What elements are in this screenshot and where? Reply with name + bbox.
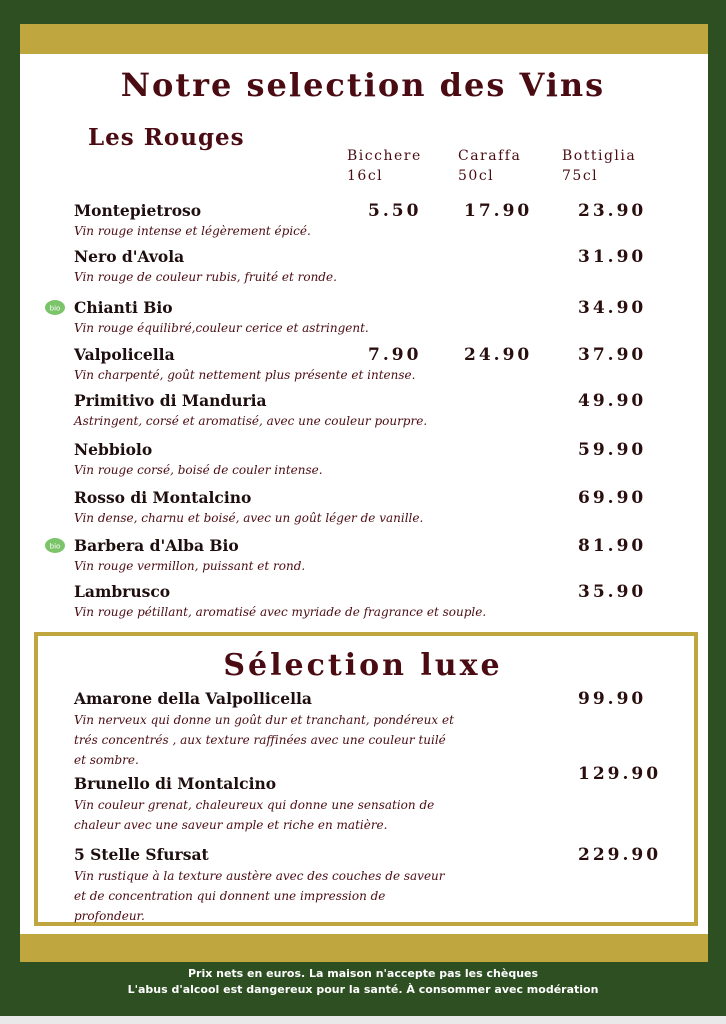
price-bottle: 59.90 bbox=[578, 440, 647, 460]
wine-row bbox=[74, 247, 654, 286]
price-bottle: 69.90 bbox=[578, 488, 647, 508]
price-bottle: 129.90 bbox=[578, 764, 662, 784]
wine-row bbox=[49, 298, 654, 337]
luxe-wine-row bbox=[74, 845, 662, 926]
wine-description: Vin couleur grenat, chaleureux qui donne une sensation de chaleur avec une saveur ample et riche en matière. bbox=[74, 798, 435, 832]
wine-name: Brunello di Montalcino bbox=[74, 774, 277, 793]
luxe-wine-row bbox=[74, 689, 654, 770]
wine-description: Vin rouge corsé, boisé de couler intense. bbox=[74, 463, 323, 477]
wine-description: Vin rouge vermillon, puissant et rond. bbox=[74, 559, 306, 573]
wine-row bbox=[74, 345, 654, 384]
price-bottle: 37.90 bbox=[578, 345, 647, 365]
column-header-caraffa bbox=[458, 146, 521, 186]
luxe-wine-row bbox=[74, 764, 662, 835]
wine-description: Vin rustique à la texture austère avec des couches de saveur et de concentration qui donnent une impression de profondeur. bbox=[74, 869, 445, 923]
price-carafe: 24.90 bbox=[464, 345, 533, 365]
bottom-gold-band bbox=[20, 934, 708, 962]
svg-text:bio: bio bbox=[49, 542, 61, 551]
page-title: Notre selection des Vins bbox=[120, 66, 606, 104]
bio-leaf-icon bbox=[44, 537, 66, 554]
wine-row bbox=[74, 582, 654, 621]
column-header-name: Bottiglia bbox=[562, 148, 637, 164]
price-bottle: 49.90 bbox=[578, 391, 647, 411]
wine-row bbox=[49, 536, 654, 575]
column-header-bicchere bbox=[347, 146, 422, 186]
wine-description: Vin rouge intense et légèrement épicé. bbox=[74, 224, 311, 238]
wine-description: Vin rouge pétillant, aromatisé avec myriade de fragrance et souple. bbox=[74, 605, 487, 619]
price-carafe: 17.90 bbox=[464, 201, 533, 221]
footer-line-prices: Prix nets en euros. La maison n'accepte pas les chèques bbox=[187, 967, 539, 980]
price-bottle: 35.90 bbox=[578, 582, 647, 602]
wine-description: Astringent, corsé et aromatisé, avec une couleur pourpre. bbox=[74, 414, 428, 428]
wine-name: Chianti Bio bbox=[74, 298, 173, 317]
legal-footer bbox=[0, 966, 726, 998]
wine-row bbox=[74, 201, 654, 240]
wine-row bbox=[74, 440, 654, 479]
wine-row bbox=[74, 488, 654, 527]
bio-leaf-icon bbox=[44, 299, 66, 316]
wine-description: Vin rouge équilibré,couleur cerice et astringent. bbox=[74, 321, 369, 335]
wine-name: Lambrusco bbox=[74, 582, 171, 601]
wine-name: Nero d'Avola bbox=[74, 247, 185, 266]
wine-description: Vin rouge de couleur rubis, fruité et ronde. bbox=[74, 270, 337, 284]
price-bottle: 81.90 bbox=[578, 536, 647, 556]
wine-name: Valpolicella bbox=[74, 345, 175, 364]
section-title-luxe: Sélection luxe bbox=[223, 648, 503, 683]
top-gold-band bbox=[20, 24, 708, 54]
column-header-size: 50cl bbox=[458, 168, 495, 184]
wine-description: Vin dense, charnu et boisé, avec un goût léger de vanille. bbox=[74, 511, 424, 525]
column-header-name: Caraffa bbox=[458, 148, 522, 164]
wine-description: Vin nerveux qui donne un goût dur et tranchant, pondéreux et trés concentrés , aux texture raffinées avec une couleur tuilé et sombre. bbox=[74, 713, 454, 767]
column-header-name: Bicchere bbox=[347, 148, 422, 164]
price-glass: 7.90 bbox=[368, 345, 422, 365]
column-header-size: 75cl bbox=[562, 168, 599, 184]
wine-name: Barbera d'Alba Bio bbox=[74, 536, 239, 555]
wine-name: Rosso di Montalcino bbox=[74, 488, 252, 507]
column-header-size: 16cl bbox=[347, 168, 384, 184]
price-bottle: 34.90 bbox=[578, 298, 647, 318]
wine-name: Amarone della Valpollicella bbox=[74, 689, 312, 708]
price-bottle: 31.90 bbox=[578, 247, 647, 267]
wine-name: 5 Stelle Sfursat bbox=[74, 845, 209, 864]
wine-description: Vin charpenté, goût nettement plus présente et intense. bbox=[74, 368, 416, 382]
svg-text:bio: bio bbox=[49, 304, 61, 313]
wine-name: Montepietroso bbox=[74, 201, 202, 220]
wine-name: Nebbiolo bbox=[74, 440, 153, 459]
price-glass: 5.50 bbox=[368, 201, 422, 221]
wine-row bbox=[74, 391, 654, 430]
section-title-rouges: Les Rouges bbox=[88, 124, 245, 151]
footer-line-alcohol: L'abus d'alcool est dangereux pour la santé. À consommer avec modération bbox=[127, 983, 599, 996]
column-header-bottiglia bbox=[562, 146, 636, 186]
price-bottle: 23.90 bbox=[578, 201, 647, 221]
wine-name: Primitivo di Manduria bbox=[74, 391, 267, 410]
price-bottle: 229.90 bbox=[578, 845, 662, 865]
price-bottle: 99.90 bbox=[578, 689, 647, 709]
